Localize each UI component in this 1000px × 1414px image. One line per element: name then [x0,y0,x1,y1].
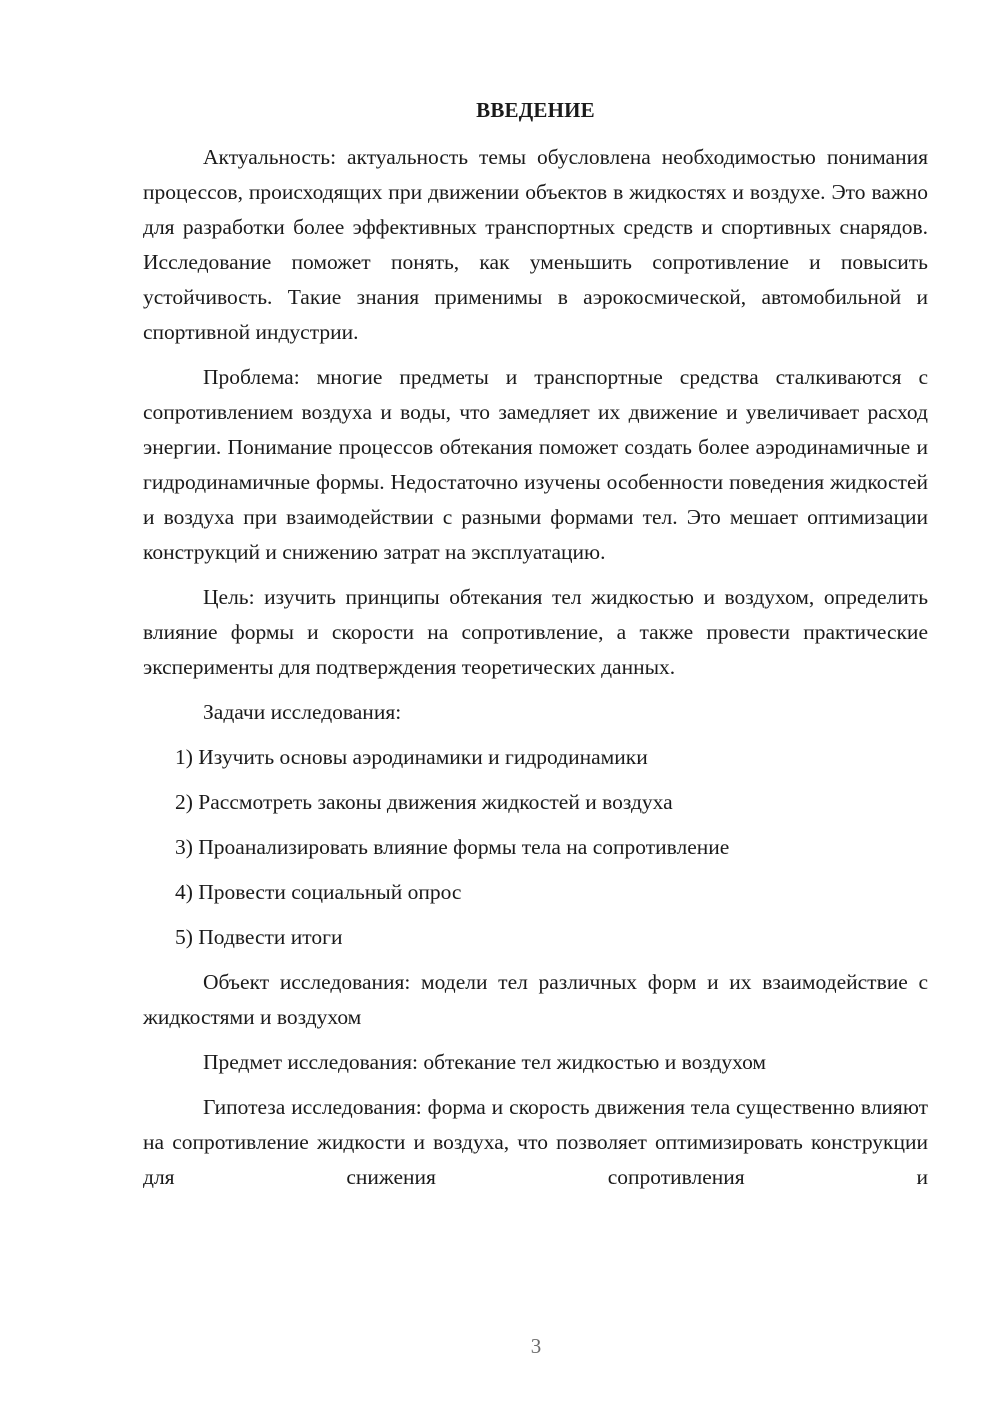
paragraph-problem: Проблема: многие предметы и транспортные средства сталкиваются с сопротивлением воздуха и воды, что замедляет их движение и увеличивает расход энергии. Понимание процессов обтекания поможет создать более аэродинамичные и гидродинамичные формы. Недостаточно изучены особенности поведения жидкостей и воздуха при взаимодействии с разными формами тел. Это мешает оптимизации конструкций и снижению затрат на эксплуатацию. [143,365,928,564]
list-item: 4) Провести социальный опрос [175,880,462,904]
tasks-list [143,740,928,955]
page-number: 3 [530,1334,542,1358]
list-item: 1) Изучить основы аэродинамики и гидродинамики [175,745,648,769]
tasks-heading: Задачи исследования: [203,700,402,724]
paragraph-relevance: Актуальность: актуальность темы обусловлена необходимостью понимания процессов, происходящих при движении объектов в жидкостях и воздухе. Это важно для разработки более эффективных транспортных средств и спортивных снарядов. Исследование поможет понять, как уменьшить сопротивление и повысить устойчивость. Такие знания применимы в аэрокосмической, автомобильной и спортивной индустрии. [143,145,928,344]
list-item: 3) Проанализировать влияние формы тела на сопротивление [175,835,730,859]
paragraph-hypothesis: Гипотеза исследования: форма и скорость движения тела существенно влияют на сопротивление жидкости и воздуха, что позволяет оптимизировать конструкции для снижения сопротивления и [143,1095,928,1189]
paragraph-subject: Предмет исследования: обтекание тел жидкостью и воздухом [203,1050,767,1074]
section-title: ВВЕДЕНИЕ [476,98,595,122]
document-page [143,92,928,1205]
paragraph-goal: Цель: изучить принципы обтекания тел жидкостью и воздухом, определить влияние формы и скорости на сопротивление, а также провести практические эксперименты для подтверждения теоретических данных. [143,585,928,679]
paragraph-object: Объект исследования: модели тел различных форм и их взаимодействие с жидкостями и воздухом [143,970,928,1029]
list-item: 5) Подвести итоги [175,925,343,949]
list-item: 2) Рассмотреть законы движения жидкостей и воздуха [175,790,673,814]
